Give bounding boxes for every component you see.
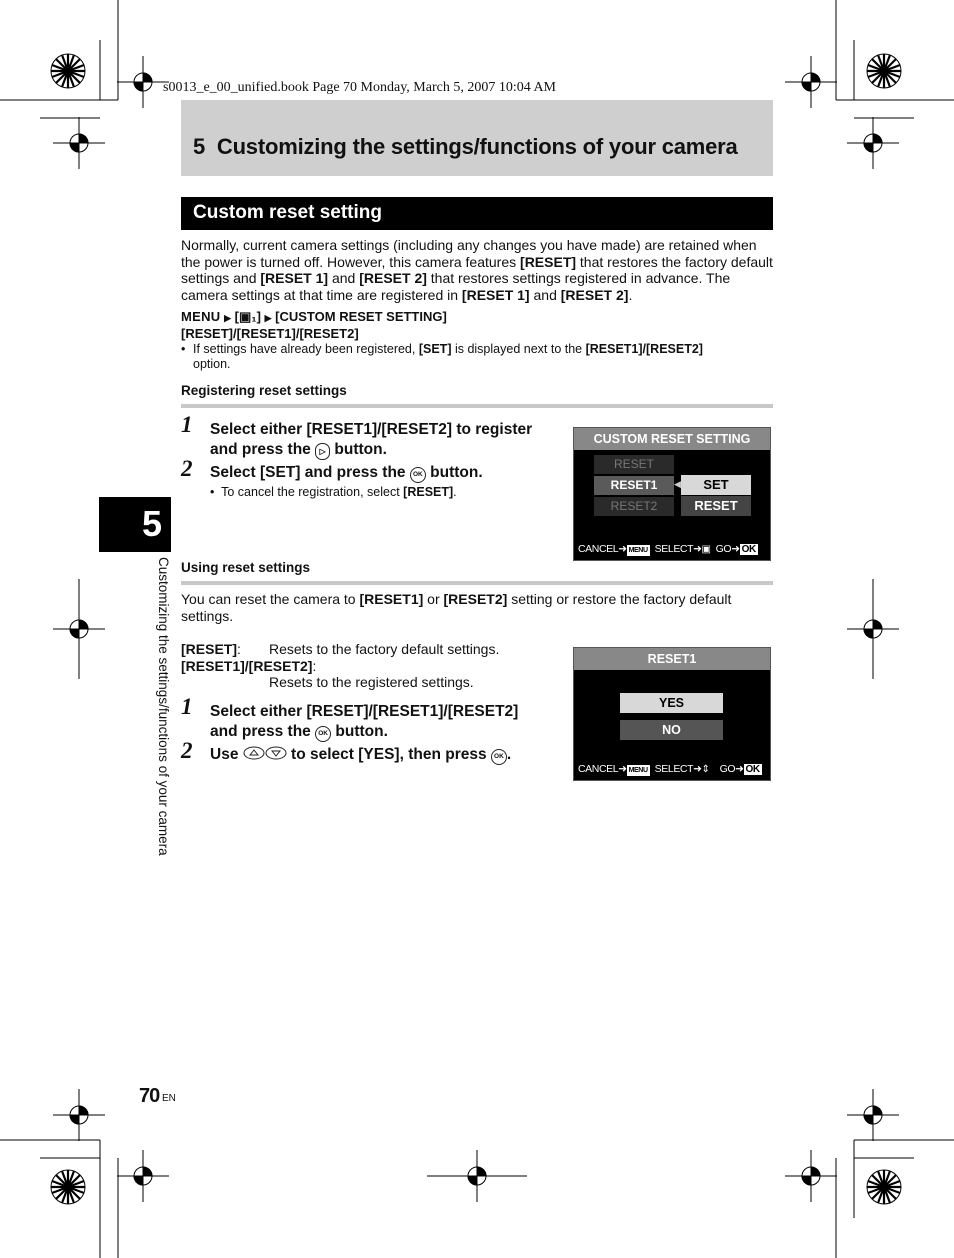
- step-number: 1: [181, 412, 193, 437]
- four-way-pad-icon: ▣: [701, 544, 711, 555]
- bullet: •: [210, 485, 215, 499]
- using-paragraph: You can reset the camera to [RESET1] or [RESET2] setting or restore the factory default settings.: [181, 591, 732, 624]
- arrow-right-icon: ▶: [264, 313, 272, 323]
- step-number: 2: [181, 456, 193, 481]
- up-down-pad-icon: ⇕: [701, 764, 710, 775]
- step-text: Use to select [YES], then press OK .: [210, 746, 512, 763]
- menu-tag-icon: MENU: [628, 547, 648, 554]
- arrow-left-icon: ◀: [674, 479, 681, 489]
- menu-tag-icon: MENU: [628, 767, 648, 774]
- chapter-side-tab: [99, 497, 171, 552]
- option-set: SET: [681, 475, 751, 495]
- step-text: Select [SET] and press the OK button.: [210, 464, 483, 481]
- step-text: Select either [RESET1]/[RESET2] to register and press the ▷ button.: [210, 421, 533, 458]
- ok-tag-icon: OK: [745, 764, 760, 775]
- screen-title: RESET1: [574, 648, 770, 670]
- page-number: 70: [139, 1085, 160, 1107]
- step-text: Select either [RESET]/[RESET1]/[RESET2] and press the OK button.: [210, 703, 519, 740]
- reset1-confirm-screen: [573, 647, 771, 781]
- menu-item-reset: RESET: [594, 455, 674, 474]
- book-header-line: s0013_e_00_unified.book Page 70 Monday, March 5, 2007 10:04 AM: [163, 80, 556, 95]
- side-running-title: Customizing the settings/functions of your camera: [156, 557, 171, 856]
- intro-paragraph: Normally, current camera settings (including any changes you have made) are retained when the power is turned off. However, this camera features [RESET] that restores the factory default settings and [RESET 1] and [RESET 2] that restores settings registered in advance. The camera settings at that time are registered in [RESET 1] and [RESET 2].: [181, 237, 773, 303]
- camera-tab-icon: [▣₁]: [234, 309, 261, 324]
- step-number: 1: [181, 694, 193, 719]
- divider: [181, 404, 773, 408]
- arrow-right-button-icon: ▷: [315, 443, 330, 460]
- ok-button-icon: OK: [315, 726, 331, 742]
- bullet: •: [181, 342, 186, 356]
- screen-title: CUSTOM RESET SETTING: [574, 428, 770, 450]
- step-number: 2: [181, 738, 193, 763]
- section-title: Custom reset setting: [193, 202, 382, 223]
- menu-item-reset2: RESET2: [594, 497, 674, 516]
- divider: [181, 581, 773, 585]
- up-down-buttons-icon: [243, 746, 287, 760]
- menu-label: MENU: [181, 309, 221, 324]
- registering-heading: Registering reset settings: [181, 383, 347, 398]
- screen-footer: CANCEL➜ MENU SELECT➜⇕ GO➜ OK: [578, 763, 760, 775]
- ok-button-icon: OK: [410, 467, 426, 483]
- menu-item-reset1: RESET1: [594, 476, 674, 495]
- ok-tag-icon: OK: [741, 544, 756, 555]
- definition-list: [RESET]: Resets to the factory default settings. [RESET1]/[RESET2]: Resets to the registered settings.: [181, 641, 500, 691]
- using-heading: Using reset settings: [181, 560, 311, 575]
- menu-path: MENU ▶ [▣₁] ▶ [CUSTOM RESET SETTING] [RESET]/[RESET1]/[RESET2]: [181, 309, 447, 341]
- option-yes: YES: [620, 693, 723, 713]
- option-no: NO: [620, 720, 723, 740]
- arrow-right-icon: ▶: [224, 313, 232, 323]
- option-reset: RESET: [681, 496, 751, 516]
- chapter-title: 5 Customizing the settings/functions of your camera: [193, 134, 738, 159]
- section-heading-bar: [181, 197, 773, 230]
- note-cancel: • To cancel the registration, select [RESET].: [210, 485, 457, 499]
- chapter-tab-number: 5: [142, 503, 163, 544]
- page-language: EN: [162, 1093, 176, 1104]
- custom-reset-screen: [573, 427, 771, 561]
- chapter-banner: [181, 100, 773, 176]
- note-registered: • If settings have already been registered, [SET] is displayed next to the [RESET1]/[RESET2] option.: [181, 342, 703, 371]
- screen-footer: CANCEL➜ MENU SELECT➜▣ GO➜ OK: [578, 543, 756, 555]
- ok-button-icon: OK: [491, 749, 507, 765]
